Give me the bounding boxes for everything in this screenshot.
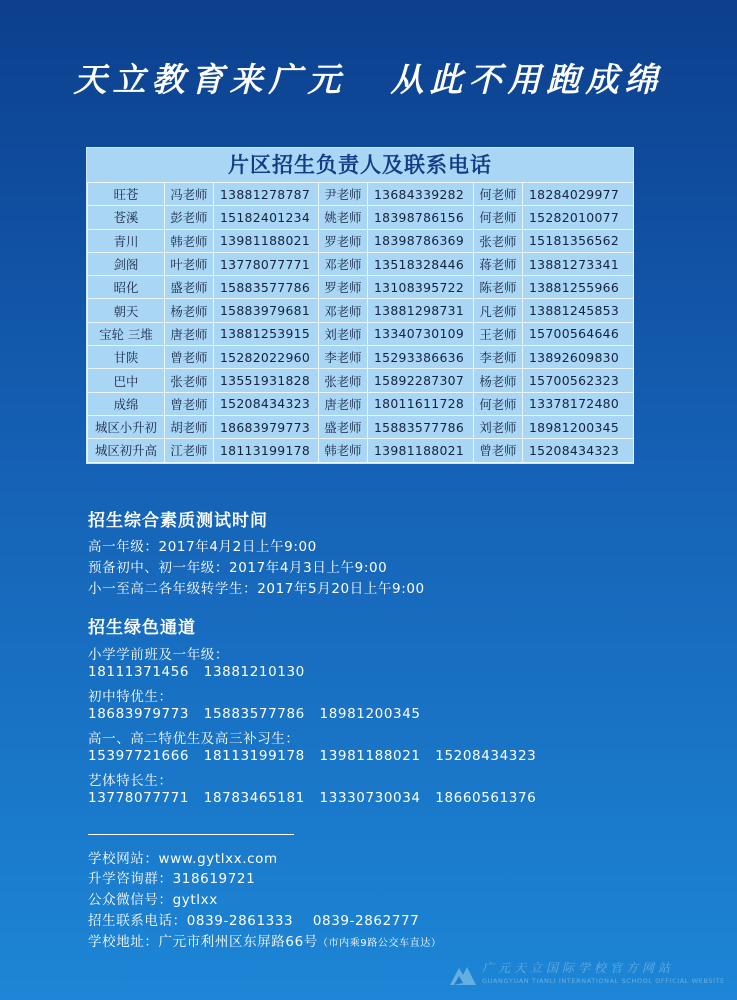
phone-cell: 18011611728 [368, 392, 474, 415]
teacher-cell: 凡老师 [474, 299, 523, 322]
teacher-cell: 刘老师 [319, 322, 368, 345]
address-note: （市内乘9路公交车直达） [317, 938, 442, 949]
teacher-cell: 彭老师 [165, 206, 214, 229]
teacher-cell: 何老师 [474, 206, 523, 229]
address-text: 学校地址：广元市利州区东屏路66号 [88, 934, 318, 950]
phone-cell: 18683979773 [214, 415, 319, 438]
teacher-cell: 曾老师 [165, 392, 214, 415]
phone-cell: 15208434323 [523, 439, 634, 462]
phone-line: 招生联系电话：0839-2861333 0839-2862777 [88, 913, 420, 929]
district-cell: 苍溪 [88, 206, 165, 229]
district-cell: 旺苍 [88, 183, 165, 206]
teacher-cell: 江老师 [165, 439, 214, 462]
phone-cell: 15700564646 [523, 322, 634, 345]
teacher-cell: 唐老师 [319, 392, 368, 415]
teacher-cell: 尹老师 [319, 183, 368, 206]
test-time-line: 高一年级：2017年4月2日上午9:00 [88, 539, 317, 555]
phone-cell: 15293386636 [368, 346, 474, 369]
teacher-cell: 曾老师 [165, 346, 214, 369]
phone-cell: 15181356562 [523, 229, 634, 252]
phone-cell: 13881255966 [523, 276, 634, 299]
district-cell: 成绵 [88, 392, 165, 415]
teacher-cell: 韩老师 [319, 439, 368, 462]
teacher-cell: 刘老师 [474, 415, 523, 438]
phone-cell: 13108395722 [368, 276, 474, 299]
green-channel-line: 小学学前班及一年级： [88, 647, 229, 663]
phone-cell: 13378172480 [523, 392, 634, 415]
phone-cell: 13981188021 [368, 439, 474, 462]
website-line: 学校网站：www.gytlxx.com [88, 851, 278, 867]
phone-cell: 13881278787 [214, 183, 319, 206]
district-cell: 甘陕 [88, 346, 165, 369]
phone-cell: 13881273341 [523, 252, 634, 275]
teacher-cell: 蒋老师 [474, 252, 523, 275]
contact-table-panel [86, 147, 634, 464]
district-cell: 城区小升初 [88, 415, 165, 438]
table-row [88, 346, 634, 369]
phone-cell: 18981200345 [523, 415, 634, 438]
slogan-right: 从此不用跑成绵 [390, 60, 664, 99]
phone-cell: 13340730109 [368, 322, 474, 345]
phone-cell: 13881253915 [214, 322, 319, 345]
watermark-text: 广元天立国际学校官方网站 [482, 961, 675, 975]
phone-cell: 13518328446 [368, 252, 474, 275]
test-time-title: 招生综合素质测试时间 [88, 511, 268, 531]
phone-cell: 13892609830 [523, 346, 634, 369]
phone-cell: 15282010077 [523, 206, 634, 229]
table-title: 片区招生负责人及联系电话 [228, 153, 492, 177]
contact-table [87, 182, 634, 463]
table-row [88, 206, 634, 229]
table-row [88, 439, 634, 462]
teacher-cell: 邓老师 [319, 252, 368, 275]
district-cell: 城区初升高 [88, 439, 165, 462]
phone-cell: 13981188021 [214, 229, 319, 252]
district-cell: 昭化 [88, 276, 165, 299]
green-channel-line: 初中特优生： [88, 689, 173, 705]
phone-cell: 15208434323 [214, 392, 319, 415]
teacher-cell: 盛老师 [319, 415, 368, 438]
teacher-cell: 唐老师 [165, 322, 214, 345]
district-cell: 剑阁 [88, 252, 165, 275]
teacher-cell: 何老师 [474, 183, 523, 206]
green-channel-line: 艺体特长生： [88, 773, 173, 789]
phone-cell: 15883577786 [368, 415, 474, 438]
teacher-cell: 杨老师 [474, 369, 523, 392]
address-line [88, 930, 441, 950]
teacher-cell: 陈老师 [474, 276, 523, 299]
teacher-cell: 邓老师 [319, 299, 368, 322]
phone-cell: 13551931828 [214, 369, 319, 392]
teacher-cell: 罗老师 [319, 229, 368, 252]
teacher-cell: 罗老师 [319, 276, 368, 299]
teacher-cell: 张老师 [474, 229, 523, 252]
table-row [88, 415, 634, 438]
teacher-cell: 胡老师 [165, 415, 214, 438]
teacher-cell: 杨老师 [165, 299, 214, 322]
phone-cell: 15883979681 [214, 299, 319, 322]
phone-cell: 15700562323 [523, 369, 634, 392]
district-cell: 宝轮 三堆 [88, 322, 165, 345]
green-channel-line: 15397721666 18113199178 13981188021 15208434323 [88, 748, 537, 764]
phone-cell: 18398786156 [368, 206, 474, 229]
teacher-cell: 韩老师 [165, 229, 214, 252]
school-logo-icon [448, 959, 478, 989]
phone-cell: 13778077771 [214, 252, 319, 275]
phone-cell: 15892287307 [368, 369, 474, 392]
district-cell: 朝天 [88, 299, 165, 322]
teacher-cell: 叶老师 [165, 252, 214, 275]
divider [88, 834, 294, 835]
district-cell: 青川 [88, 229, 165, 252]
test-time-line: 小一至高二各年级转学生：2017年5月20日上午9:00 [88, 581, 425, 597]
watermark [448, 957, 733, 997]
phone-cell: 15282022960 [214, 346, 319, 369]
green-channel-line: 18111371456 13881210130 [88, 664, 305, 680]
table-row [88, 276, 634, 299]
table-row [88, 392, 634, 415]
teacher-cell: 曾老师 [474, 439, 523, 462]
table-row [88, 369, 634, 392]
qq-group-line: 升学咨询群：318619721 [88, 871, 256, 887]
watermark-subtext: GUANGYUAN TIANLI INTERNATIONAL SCHOOL OFFICIAL WEBSITE [482, 977, 725, 985]
test-time-line: 预备初中、初一年级：2017年4月3日上午9:00 [88, 560, 388, 576]
green-channel-line: 高一、高二特优生及高三补习生： [88, 731, 300, 747]
phone-cell: 18398786369 [368, 229, 474, 252]
table-row [88, 183, 634, 206]
teacher-cell: 李老师 [474, 346, 523, 369]
teacher-cell: 张老师 [319, 369, 368, 392]
table-row [88, 229, 634, 252]
teacher-cell: 王老师 [474, 322, 523, 345]
phone-cell: 15182401234 [214, 206, 319, 229]
teacher-cell: 姚老师 [319, 206, 368, 229]
phone-cell: 15883577786 [214, 276, 319, 299]
phone-cell: 13881298731 [368, 299, 474, 322]
teacher-cell: 盛老师 [165, 276, 214, 299]
green-channel-title: 招生绿色通道 [88, 618, 196, 638]
phone-cell: 18284029977 [523, 183, 634, 206]
green-channel-line: 18683979773 15883577786 18981200345 [88, 706, 421, 722]
teacher-cell: 张老师 [165, 369, 214, 392]
slogan [0, 54, 737, 101]
table-row [88, 322, 634, 345]
phone-cell: 13881245853 [523, 299, 634, 322]
teacher-cell: 李老师 [319, 346, 368, 369]
wechat-line: 公众微信号：gytlxx [88, 892, 218, 908]
district-cell: 巴中 [88, 369, 165, 392]
table-row [88, 299, 634, 322]
slogan-left: 天立教育来广元 [73, 60, 347, 99]
phone-cell: 18113199178 [214, 439, 319, 462]
green-channel-line: 13778077771 18783465181 13330730034 18660561376 [88, 790, 537, 806]
phone-cell: 13684339282 [368, 183, 474, 206]
teacher-cell: 何老师 [474, 392, 523, 415]
table-row [88, 252, 634, 275]
teacher-cell: 冯老师 [165, 183, 214, 206]
